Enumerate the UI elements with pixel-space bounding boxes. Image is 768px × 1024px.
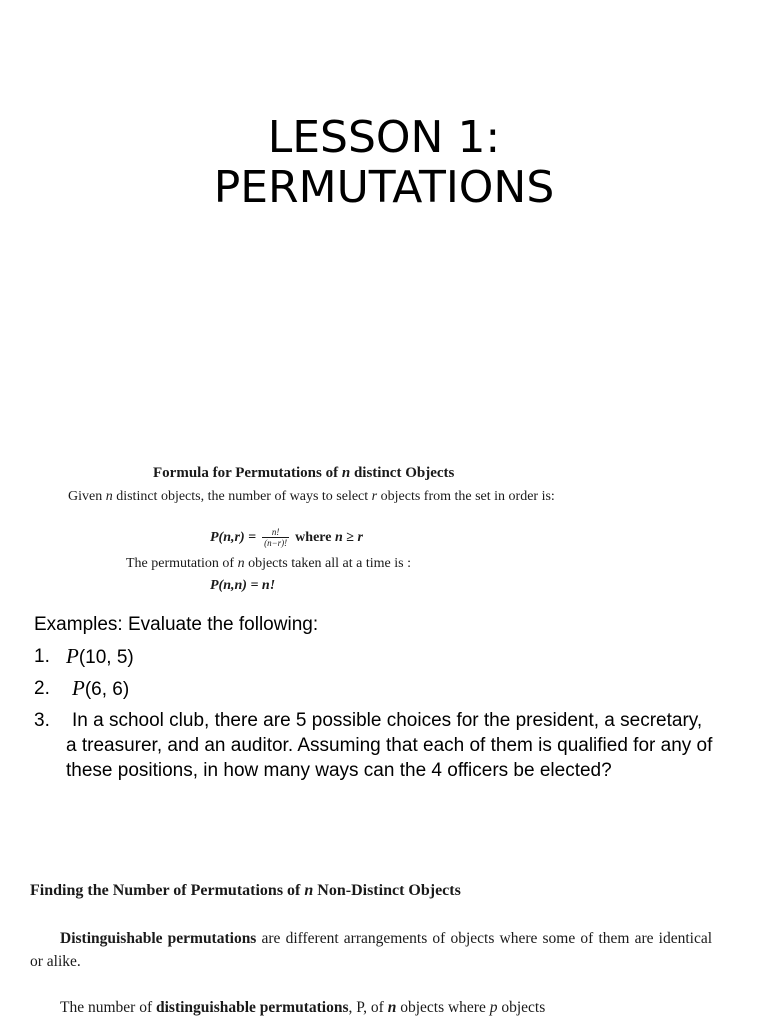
para2-mid: , P, of: [348, 999, 384, 1016]
section2-heading-var: n: [304, 882, 314, 899]
para2-bold: distinguishable permutations: [155, 999, 349, 1016]
formula-heading-post: distinct Objects: [353, 465, 455, 481]
para2-post: objects: [501, 999, 546, 1016]
examples-heading: Examples: Evaluate the following:: [34, 614, 319, 635]
formula-lhs: P(n,r) =: [210, 529, 257, 545]
title-line-2: PERMUTATIONS: [213, 162, 555, 213]
example-number: 3.: [34, 710, 50, 731]
example-body: [66, 644, 714, 670]
para1-rest: are different arrangements of objects where some of them are identical or alike.: [30, 930, 713, 970]
section2-heading: [30, 882, 461, 900]
formula-heading-pre: Formula for Permutations of: [153, 465, 339, 481]
slide-title: [0, 113, 768, 213]
para2-var-p: p: [489, 999, 498, 1016]
fraction-denominator: (n−r)!: [264, 538, 288, 548]
formula-where: where: [295, 529, 332, 545]
perm-pre: The permutation of: [126, 556, 235, 571]
fraction-numerator: n!: [271, 527, 280, 537]
section2-heading-post: Non-Distinct Objects: [317, 882, 461, 899]
given-mid: distinct objects, the number of ways to select: [116, 489, 369, 504]
distinguishable-count-text: [30, 996, 712, 1019]
pnn-formula: P(n,n) = n!: [210, 578, 276, 593]
example-item: [34, 708, 714, 783]
formula-fraction: [262, 527, 289, 548]
permutation-formula: [210, 527, 363, 548]
para1-bold: Distinguishable permutations: [60, 930, 257, 947]
given-var-r: r: [371, 489, 378, 504]
para2-mid2: objects where: [400, 999, 486, 1016]
example-number: 2.: [34, 678, 50, 699]
para2-var-n: n: [387, 999, 397, 1016]
permutation-all-text: [126, 556, 411, 572]
example-args: (6, 6): [84, 679, 130, 700]
formula-given-text: [68, 487, 688, 507]
example-p: P: [66, 644, 79, 668]
para2-pre: The number of: [60, 999, 153, 1016]
example-body: [66, 676, 714, 702]
section2-heading-pre: Finding the Number of Permutations of: [30, 882, 301, 899]
given-pre: Given: [68, 489, 103, 504]
formula-heading-var: n: [341, 465, 351, 481]
examples-section: [34, 612, 714, 789]
example-item: [34, 676, 714, 702]
example-item: [34, 644, 714, 670]
formula-condition: n ≥ r: [334, 529, 363, 545]
perm-post: objects taken all at a time is :: [248, 556, 411, 571]
given-post: objects from the set in order is:: [380, 489, 555, 504]
perm-var: n: [237, 556, 245, 571]
title-line-1: LESSON 1:: [267, 112, 501, 163]
example-args: (10, 5): [78, 647, 134, 668]
formula-heading: [153, 465, 454, 482]
example-p: P: [72, 676, 85, 700]
given-var-n: n: [105, 489, 113, 504]
example-number: 1.: [34, 646, 50, 667]
distinguishable-definition: [30, 927, 712, 973]
example-body: In a school club, there are 5 possible choices for the president, a secretary, a treasurer, and an auditor. Assuming that each of them is qualified for any of these positions, in how many ways can the 4 officers be elected?: [66, 710, 713, 781]
